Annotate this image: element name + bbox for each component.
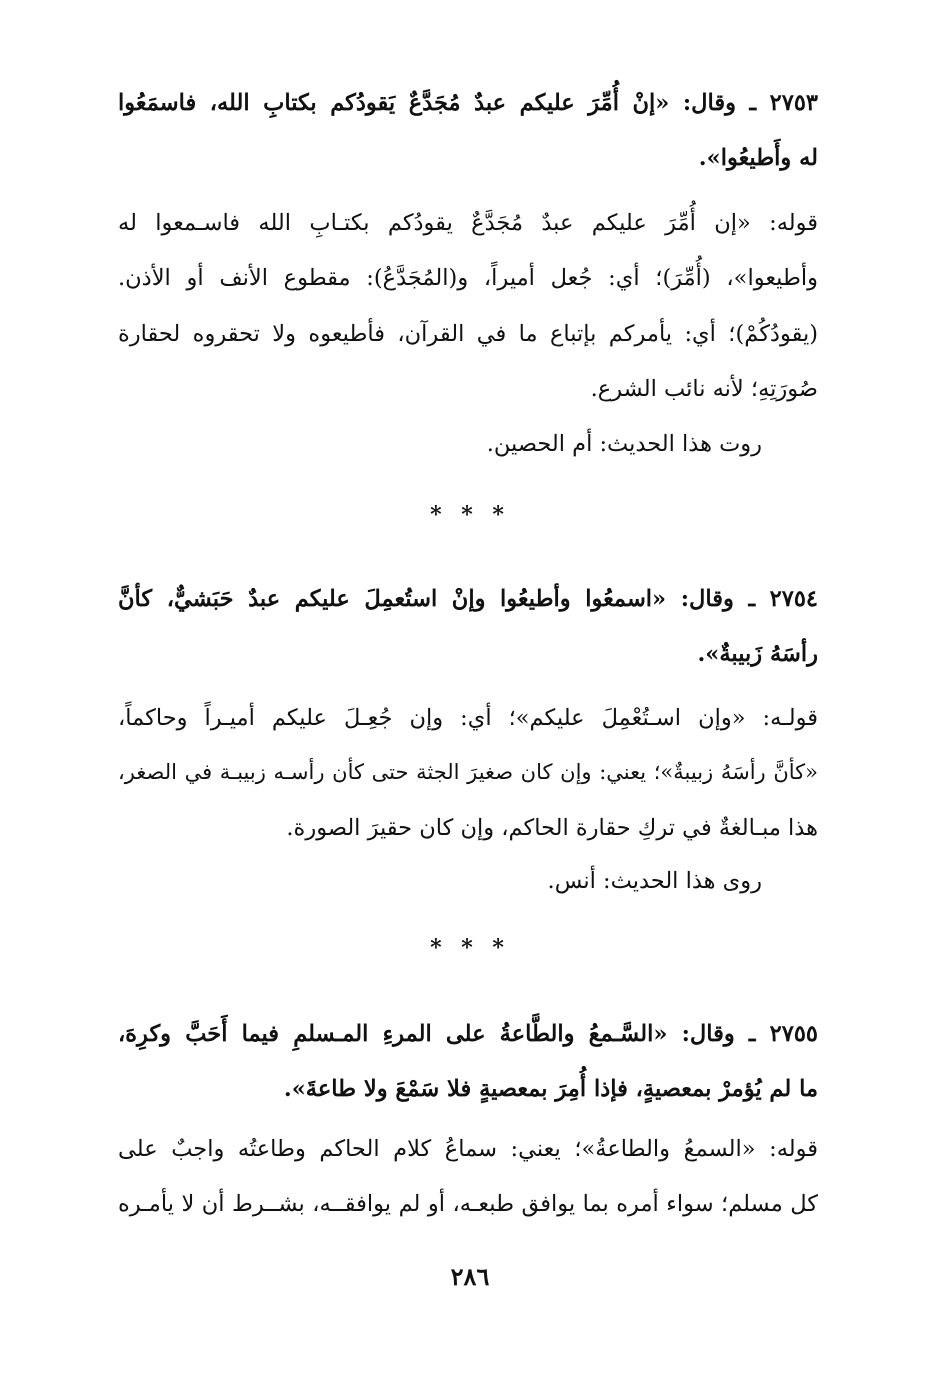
hadith-2753-line-1: ٢٧٥٣ ـ وقال: «إنْ أُمِّرَ عليكم عبدٌ مُجَدَّعٌ يَقودُكم بكتابِ الله، فاسمَعُوا [118, 90, 818, 116]
hadith-2754-line-1: ٢٧٥٤ ـ وقال: «اسمعُوا وأطيعُوا وإنْ استُعمِلَ عليكم عبدٌ حَبَشيٌّ، كأنَّ [118, 586, 818, 612]
hadith-2755-line-2: ما لم يُؤمرْ بمعصيةٍ، فإذا أُمِرَ بمعصيةٍ فلا سَمْعَ ولا طاعةَ». [283, 1076, 818, 1102]
section-separator-1: * * * [430, 502, 510, 528]
commentary-2753-line-1: قوله: «إن أُمِّرَ عليكم عبدٌ مُجَدَّعٌ يقودُكم بكتـابِ الله فاسـمعوا له [118, 210, 818, 236]
hadith-2755-line-1: ٢٧٥٥ ـ وقال: «السَّـمعُ والطَّاعةُ على المرءِ المـسلمِ فيما أَحَبَّ وكرِهَ، [118, 1021, 818, 1047]
narrator-2754: روى هذا الحديث: أنس. [547, 868, 762, 894]
hadith-2754-line-2: رأسَهُ زَبيبةٌ». [697, 641, 818, 667]
narrator-2753: روت هذا الحديث: أم الحصين. [486, 431, 762, 457]
hadith-2753-line-2: له وأَطيعُوا». [698, 145, 818, 171]
commentary-2753-line-2: وأطيعوا»، (أُمِّرَ)؛ أي: جُعل أميراً، و(المُجَدَّعُ): مقطوع الأنف أو الأذن. [118, 265, 818, 291]
commentary-2754-line-1: قولـه: «وإن اسـتُعْمِلَ عليكم»؛ أي: وإن جُعِـلَ عليكم أميـراً وحاكماً، [118, 705, 818, 731]
commentary-2754-line-2: «كأنَّ رأسَهُ زبيبةٌ»؛ يعني: وإن كان صغيرَ الجثة حتى كأن رأسـه زبيبـة في الصغر، [118, 760, 818, 784]
commentary-2755-line-2: كل مسلم؛ سواء أمره بما يوافق طبعـه، أو لم يوافقــه، بشــرط أن لا يأمـره [118, 1191, 818, 1217]
page-number: ٢٨٦ [450, 1262, 490, 1291]
commentary-2755-line-1: قوله: «السمعُ والطاعةُ»؛ يعني: سماعُ كلام الحاكم وطاعتُه واجبٌ على [118, 1136, 818, 1162]
section-separator-2: * * * [430, 935, 510, 961]
commentary-2753-line-4: صُورَتِهِ؛ لأنه نائب الشرع. [590, 376, 818, 402]
commentary-2754-line-3: هذا مبـالغةٌ في تركِ حقارة الحاكم، وإن كان حقيرَ الصورة. [286, 815, 818, 841]
commentary-2753-line-3: (يقودُكُمْ)؛ أي: يأمركم بإتباع ما في القرآن، فأطيعوه ولا تحقروه لحقارة [118, 321, 818, 347]
